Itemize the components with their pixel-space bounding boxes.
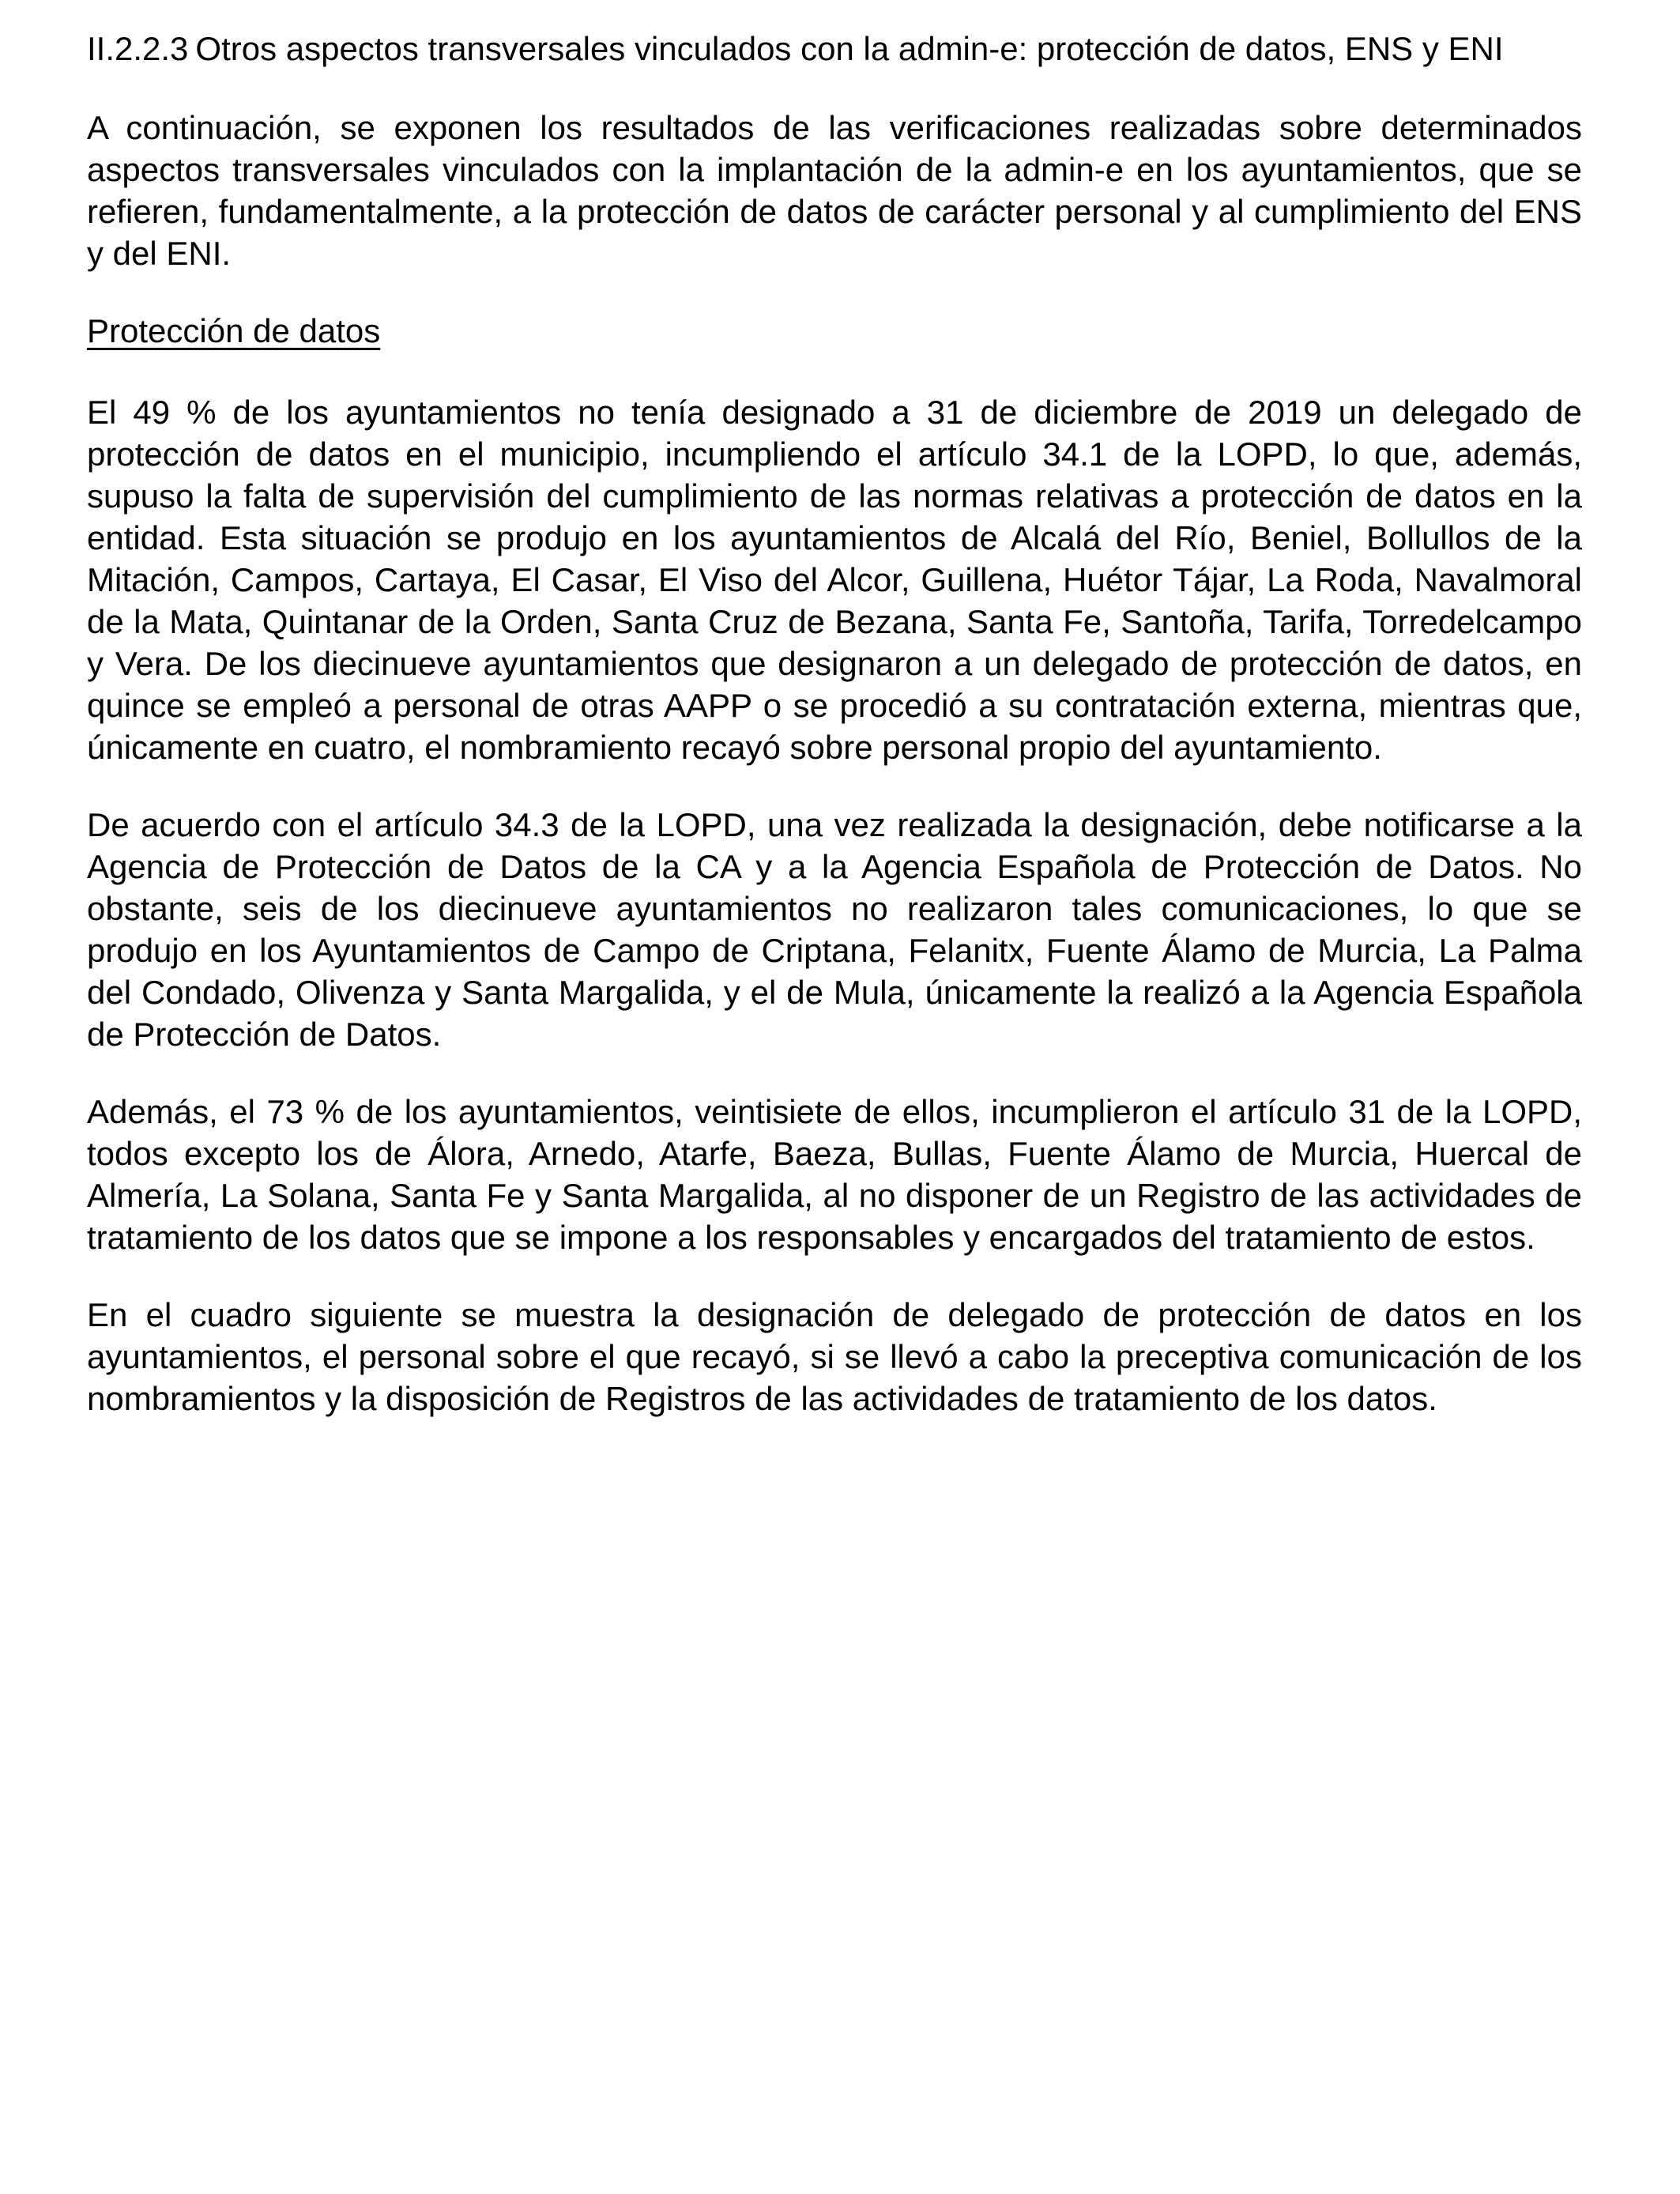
paragraph-table-intro: En el cuadro siguiente se muestra la designación de delegado de protección de datos en los ayuntamientos, el personal sobre el que recayó, si se llevó a cabo la preceptiva comunicación de los nombramientos y la disposición de Registros de las actividades de tratamiento de los datos.	[87, 1296, 1582, 1417]
section-heading	[87, 28, 1582, 70]
paragraph-intro: A continuación, se exponen los resultados de las verificaciones realizadas sobre determinados aspectos transversales vinculados con la implantación de la admin-e en los ayuntamientos, que se refieren, fundamentalmente, a la protección de datos de carácter personal y al cumplimiento del ENS y del ENI.	[87, 109, 1582, 272]
paragraph-treatment-register: Además, el 73 % de los ayuntamientos, veintisiete de ellos, incumplieron el artículo 31 de la LOPD, todos excepto los de Álora, Arnedo, Atarfe, Baeza, Bullas, Fuente Álamo de Murcia, Huercal de Almería, La Solana, Santa Fe y Santa Margalida, al no disponer de un Registro de las actividades de tratamiento de los datos que se impone a los responsables y encargados del tratamiento de estos.	[87, 1093, 1582, 1256]
section-number: II.2.2.3	[87, 30, 189, 67]
subsection-heading-proteccion-de-datos: Protección de datos	[87, 312, 381, 349]
paragraph-dpo-designation: El 49 % de los ayuntamientos no tenía designado a 31 de diciembre de 2019 un delegado de protección de datos en el municipio, incumpliendo el artículo 34.1 de la LOPD, lo que, además, supuso la falta de supervisión del cumplimiento de las normas relativas a protección de datos en la entidad. Esta situación se produjo en los ayuntamientos de Alcalá del Río, Beniel, Bollullos de la Mitación, Campos, Cartaya, El Casar, El Viso del Alcor, Guillena, Huétor Tájar, La Roda, Navalmoral de la Mata, Quintanar de la Orden, Santa Cruz de Bezana, Santa Fe, Santoña, Tarifa, Torredelcampo y Vera. De los diecinueve ayuntamientos que designaron a un delegado de protección de datos, en quince se empleó a personal de otras AAPP o se procedió a su contratación externa, mientras que, únicamente en cuatro, el nombramiento recayó sobre personal propio del ayuntamiento.	[87, 394, 1582, 766]
paragraph-notifications: De acuerdo con el artículo 34.3 de la LOPD, una vez realizada la designación, debe notificarse a la Agencia de Protección de Datos de la CA y a la Agencia Española de Protección de Datos. No obstante, seis de los diecinueve ayuntamientos no realizaron tales comunicaciones, lo que se produjo en los Ayuntamientos de Campo de Criptana, Felanitx, Fuente Álamo de Murcia, La Palma del Condado, Olivenza y Santa Margalida, y el de Mula, únicamente la realizó a la Agencia Española de Protección de Datos.	[87, 806, 1582, 1053]
section-title: Otros aspectos transversales vinculados con la admin-e: protección de datos, ENS y ENI	[195, 30, 1504, 67]
